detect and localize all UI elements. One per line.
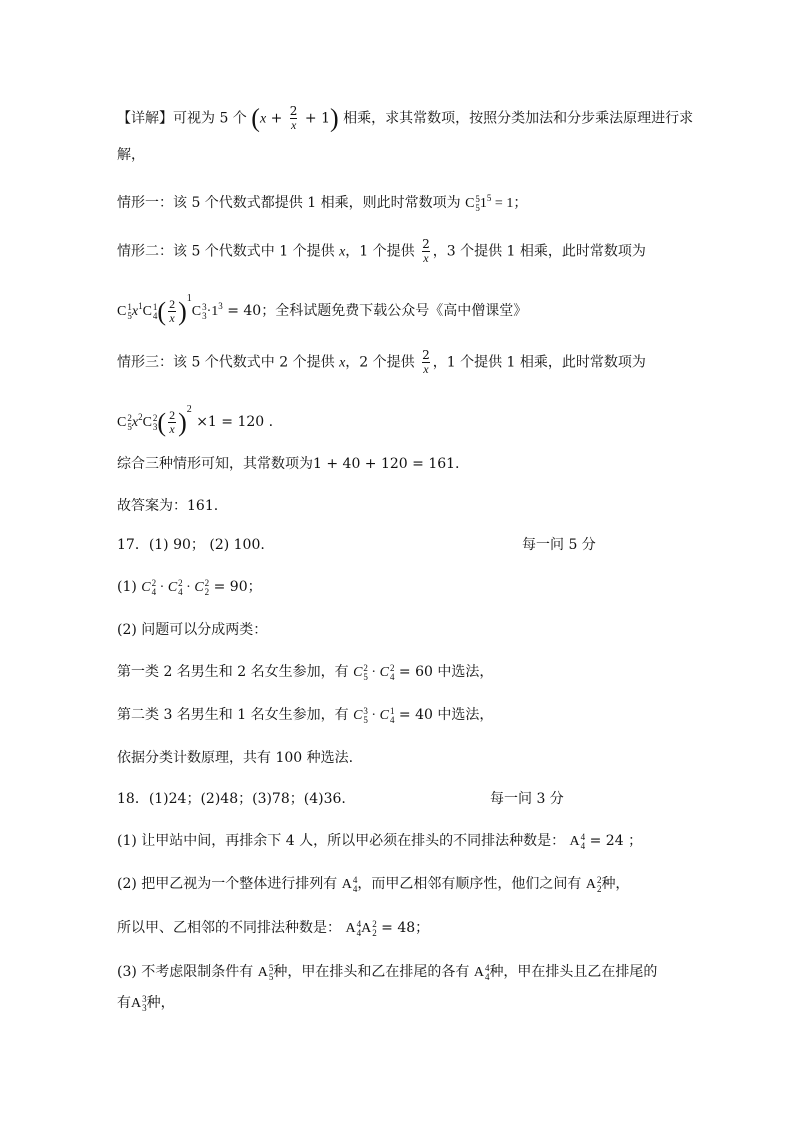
q17-conclusion: 依据分类计数原理，共有 100 种选法.	[117, 750, 354, 766]
case3-x: x	[339, 355, 346, 371]
case2-text-b: ，1 个提供	[345, 243, 415, 260]
case2-text-c: ，3 个提供 1 相乘，此时常数项为	[432, 243, 646, 260]
frac-num: 2	[422, 348, 430, 362]
q17-cat2-result: = 40 中选法，	[398, 707, 494, 723]
q17-cat1-formula: C 2 5 · C 2 4	[353, 662, 395, 682]
q17-cat1-text: 第一类 2 名男生和 2 名女生参加，有	[117, 664, 349, 680]
detail-line1-text-b: 相乘，求其常数项，按照分类加法和分步乘法原理进行求	[343, 110, 694, 127]
q18-p1-text: (1) 让甲站中间，再排余下 4 人，所以甲必须在排头的不同排法种数是：	[117, 833, 566, 849]
q18-p3-text-b: 种，甲在排头和乙在排尾的各有	[273, 964, 470, 980]
q18-p3-text-c: 种，甲在排头且乙在排尾的	[489, 964, 658, 980]
case-3-formula-line	[117, 400, 273, 436]
q18-p2-line2-text: 所以甲、乙相邻的不同排法种数是：	[117, 920, 341, 936]
q18-p3-text-a: (3) 不考虑限制条件有	[117, 964, 254, 980]
q18-header: 18．(1)24；(2)48；(3)78；(4)36.	[117, 791, 346, 807]
q17-p1-result: = 90；	[213, 579, 262, 595]
case3-formula: C 2 5 $x^2C$ 2 3 ( $\frac{2}{x}$ )$^2$	[117, 404, 192, 437]
case-1-line	[117, 188, 527, 214]
case-2-line	[117, 238, 646, 265]
frac-den: x	[290, 118, 297, 132]
q18-part1	[117, 831, 642, 852]
q18-part2	[117, 874, 629, 895]
fraction-2-over-x	[289, 105, 299, 132]
q18-p2-formula-a: A 4 4	[341, 874, 358, 894]
case2-formula: C 1 5 $x^1C$ 1 4 ( $\frac{2}{x}$ )$^1$C 3 3 $\cdot 1^3$	[117, 293, 223, 326]
q18-p2-formula-b: A 2 2	[585, 874, 602, 894]
case1-end: ；	[513, 195, 528, 211]
q18-part3-line2	[117, 993, 175, 1014]
right-paren: )	[329, 103, 339, 133]
case2-text-d: = 40；全科试题免费下载公众号《高中僧课堂》	[227, 303, 528, 319]
answer-line: 故答案为：161.	[117, 498, 219, 514]
q18-p2-line2-result: = 48；	[381, 920, 430, 936]
q17-score: 每一问 5 分	[522, 537, 596, 553]
q17-part2: (2) 问题可以分成两类：	[117, 622, 268, 638]
case3-text-d: ×1 = 120 .	[196, 414, 274, 430]
q18-p3-formula-a: A 5 5	[257, 962, 274, 982]
case3-text-c: ，1 个提供 1 相乘，此时常数项为	[432, 354, 646, 371]
q17-header: 17．(1) 90； (2) 100.	[117, 537, 265, 553]
q18-part3	[117, 962, 657, 983]
case-2-formula-line	[117, 289, 527, 325]
q17-cat2-formula: C 3 5 · C 1 4	[353, 705, 395, 725]
case2-text-a: 情形二：该 5 个代数式中 1 个提供	[117, 243, 335, 260]
detail-line-1: 【详解】可视为 5 个 (x + $\frac{2}{x}$ + 1) 相乘，求其常数项，按照分类加法和分步乘法原理进行求	[117, 103, 694, 133]
q17-p1-formula: C 2 4 · C 2 4 · C 2 2	[141, 577, 210, 597]
q17-category-1	[117, 662, 493, 683]
case1-text: 情形一：该 5 个代数式都提供 1 相乘，则此时常数项为	[117, 195, 461, 211]
detail-line-2: 解，	[117, 147, 145, 163]
q17-category-2	[117, 705, 493, 726]
var-x: x	[259, 111, 267, 127]
frac-num: 2	[289, 104, 298, 118]
q17-part1	[117, 577, 262, 598]
frac-den: x	[423, 362, 429, 376]
detail-line1-text-a: 可视为 5 个	[173, 110, 247, 127]
case3-text-b: ，2 个提供	[345, 354, 415, 371]
q18-p2-text-c: 种，	[601, 876, 630, 892]
q17-p1-label: (1)	[117, 579, 137, 595]
q18-p2-text-a: (2) 把甲乙视为一个整体进行排列有	[117, 876, 338, 892]
q18-p3-line2-text-a: 有	[117, 995, 131, 1011]
case2-x: x	[339, 244, 346, 260]
q18-p3-line2-text-b: 种，	[146, 995, 175, 1011]
summary-line: 综合三种情形可知，其常数项为1 + 40 + 120 = 161.	[117, 456, 460, 472]
q17-cat2-text: 第二类 3 名男生和 1 名女生参加，有	[117, 707, 349, 723]
left-paren: (	[251, 103, 260, 133]
q18-p3-line2-formula: A 3 3	[131, 993, 147, 1013]
q18-p3-formula-b: A 4 4	[473, 962, 490, 982]
frac-den: x	[423, 251, 429, 265]
q18-part2-line2	[117, 918, 429, 939]
q18-p1-formula: A 4 4	[569, 831, 586, 851]
case1-formula: C 5 5 $1^5 = 1$	[465, 193, 514, 213]
case-3-line	[117, 349, 646, 376]
case3-fraction	[421, 349, 431, 376]
frac-num: 2	[422, 237, 430, 251]
q18-p2-text-b: ，而甲乙相邻有顺序性，他们之间有	[357, 876, 582, 892]
q18-score: 每一问 3 分	[490, 791, 564, 807]
case3-text-a: 情形三：该 5 个代数式中 2 个提供	[117, 354, 335, 371]
detail-label: 【详解】	[117, 110, 173, 127]
case2-fraction	[421, 238, 431, 265]
q18-p1-result: = 24 ；	[589, 833, 643, 849]
q18-p2-line2-formula: A 4 4 A 2 2	[345, 918, 377, 938]
q17-cat1-result: = 60 中选法，	[398, 664, 494, 680]
